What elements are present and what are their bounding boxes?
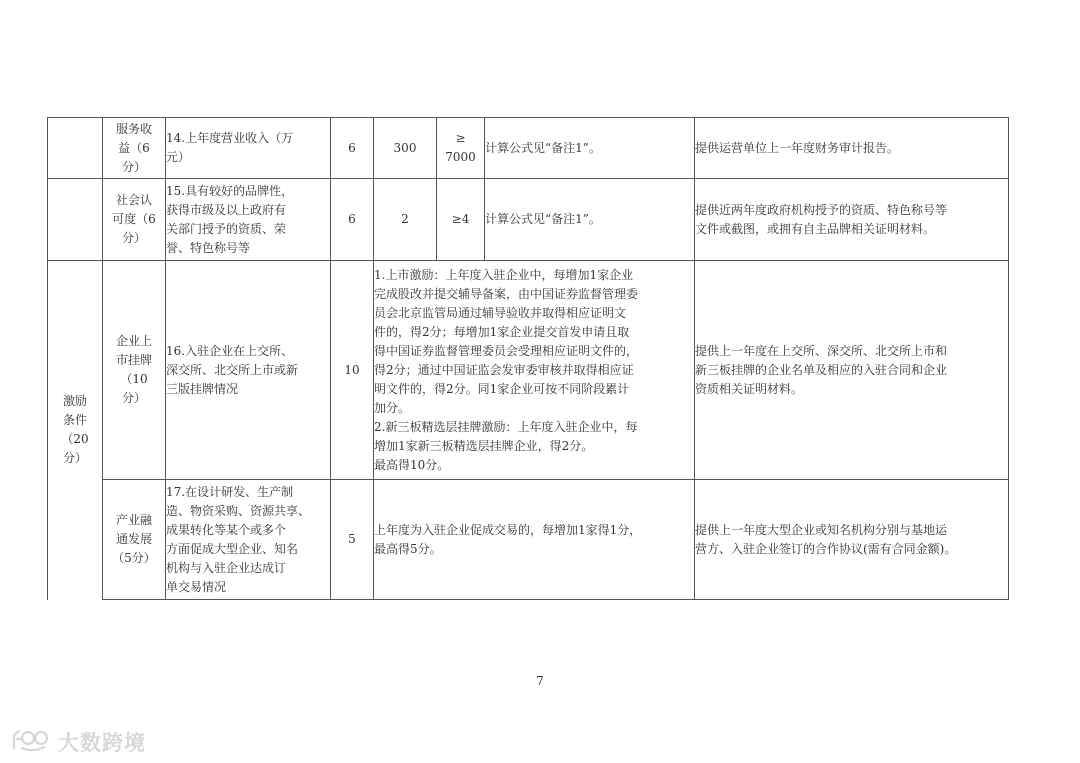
table-row [48, 118, 1009, 179]
max-value-cell: ≥4 [437, 179, 485, 261]
evidence-material-cell: 提供运营单位上一年度财务审计报告。 [695, 118, 1009, 179]
criterion-cell: 14.上年度营业收入（万 元） [166, 118, 331, 179]
score-cell: 10 [331, 261, 374, 480]
page-number: 7 [536, 674, 544, 688]
score-cell: 5 [331, 480, 374, 600]
main-category-cell [48, 179, 103, 261]
main-category-cell [48, 118, 103, 179]
dashuju-logo-icon [8, 726, 54, 758]
score-cell: 6 [331, 118, 374, 179]
base-value-cell: 2 [374, 179, 437, 261]
sub-category-cell: 产业融 通发展 （5分） [103, 480, 166, 600]
sub-category-cell: 社会认 可度（6 分） [103, 179, 166, 261]
scoring-method-cell: 计算公式见“备注1”。 [485, 118, 695, 179]
scoring-method-cell: 上年度为入驻企业促成交易的，每增加1家得1分， 最高得5分。 [374, 480, 695, 600]
criterion-cell: 16.入驻企业在上交所、 深交所、北交所上市或新 三版挂牌情况 [166, 261, 331, 480]
scoring-method-cell: 计算公式见“备注1”。 [485, 179, 695, 261]
evidence-material-cell: 提供上一年度在上交所、深交所、北交所上市和 新三板挂牌的企业名单及相应的入驻合同和企业 资质相关证明材料。 [695, 261, 1009, 480]
criterion-cell: 15.具有较好的品牌性， 获得市级及以上政府有 关部门授予的资质、荣 誉、特色称号等 [166, 179, 331, 261]
scoring-table [47, 117, 1009, 600]
criterion-cell: 17.在设计研发、生产制 造、物资采购、资源共享、 成果转化等某个或多个 方面促成大型企业、知名 机构与入驻企业达成订 单交易情况 [166, 480, 331, 600]
evidence-material-cell: 提供近两年度政府机构授予的资质、特色称号等 文件或截图，或拥有自主品牌相关证明材料。 [695, 179, 1009, 261]
max-value-cell: ≥ 7000 [437, 118, 485, 179]
watermark [8, 727, 146, 757]
base-value-cell: 300 [374, 118, 437, 179]
table-row [48, 480, 1009, 600]
main-category-cell: 激励 条件 （20 分） [48, 261, 103, 600]
sub-category-cell: 企业上 市挂牌 （10 分） [103, 261, 166, 480]
sub-category-cell: 服务收 益（6 分） [103, 118, 166, 179]
evidence-material-cell: 提供上一年度大型企业或知名机构分别与基地运 营方、入驻企业签订的合作协议(需有合同金额)。 [695, 480, 1009, 600]
score-cell: 6 [331, 179, 374, 261]
scoring-method-cell: 1.上市激励：上年度入驻企业中，每增加1家企业 完成股改并提交辅导备案，由中国证券监督管理委 员会北京监管局通过辅导验收并取得相应证明文 件的，得2分；每增加1家企业提交首发申请且取 得中国证券监督管理委员会受理相应证明文件的， 得2分；通过中国证监会发审委审核并取得相应证 明文件的，得2分。同1家企业可按不同阶段累计 加分。 2.新三板精选层挂牌激励：上年度入驻企业中，每 增加1家新三板精选层挂牌企业，得2分。 最高得10分。 [374, 261, 695, 480]
watermark-text: 大数跨境 [58, 731, 146, 755]
table-row [48, 179, 1009, 261]
table-row [48, 261, 1009, 480]
